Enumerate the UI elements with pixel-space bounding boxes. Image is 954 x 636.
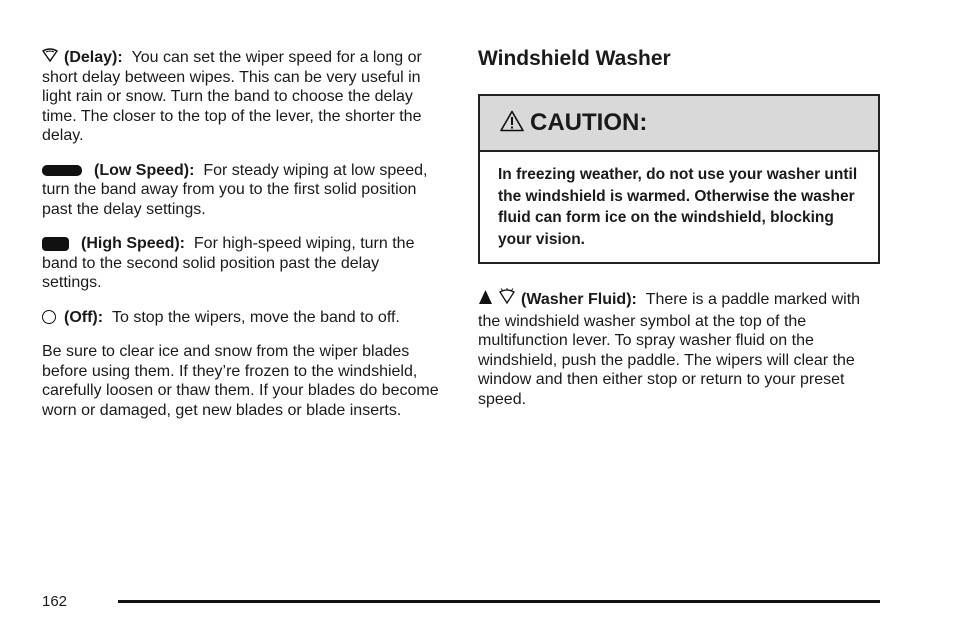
off-text: To stop the wipers, move the band to off.	[111, 308, 400, 326]
caution-title: CAUTION:	[530, 109, 648, 136]
caution-text: In freezing weather, do not use your washer until the windshield is warmed. Otherwise the washer fluid can form ice on the windshield, blocking your vision.	[498, 166, 858, 248]
off-label: (Off):	[64, 308, 104, 326]
caution-header	[480, 96, 878, 152]
off-circle-icon	[42, 310, 56, 324]
warning-triangle-icon	[500, 110, 524, 137]
wiper-delay-icon	[42, 48, 58, 68]
section-heading: Windshield Washer	[478, 47, 671, 70]
delay-paragraph	[42, 48, 442, 146]
left-column	[42, 48, 442, 420]
low-speed-paragraph	[42, 161, 442, 220]
delay-text: You can set the wiper speed for a long or short delay between wipes. This can be very useful in light rain or snow. Turn the band to choose the delay time. The closer to the top of the lever, the shorter the delay.	[42, 49, 422, 145]
high-speed-label: (High Speed):	[81, 235, 185, 253]
high-speed-text: For high-speed wiping, turn the band to the second solid position past the delay settings.	[42, 235, 415, 292]
page-number: 162	[42, 593, 68, 610]
blades-paragraph: Be sure to clear ice and snow from the wiper blades before using them. If they’re frozen to the windshield, carefully loosen or thaw them. If your blades do become worn or damaged, get new blades or blade inserts.	[42, 343, 439, 419]
low-speed-label: (Low Speed):	[94, 161, 195, 179]
low-speed-pill-icon	[42, 165, 82, 176]
footer-rule	[118, 600, 880, 603]
high-speed-pill-icon	[42, 237, 69, 251]
low-speed-text: For steady wiping at low speed, turn the band away from you to the first solid position past the delay settings.	[42, 161, 428, 218]
washer-fluid-text: There is a paddle marked with the windshield washer symbol at the top of the multifunction lever. To spray washer fluid on the windshield, push the paddle. The wipers will clear the window and then either stop or return to your preset speed.	[478, 290, 861, 408]
caution-box	[478, 94, 880, 264]
washer-fluid-icon	[478, 288, 518, 312]
right-column	[478, 46, 880, 409]
washer-fluid-paragraph	[478, 288, 880, 409]
high-speed-paragraph	[42, 234, 442, 293]
washer-fluid-label: (Washer Fluid):	[521, 290, 637, 308]
delay-label: (Delay):	[64, 49, 123, 66]
off-paragraph	[42, 308, 442, 328]
